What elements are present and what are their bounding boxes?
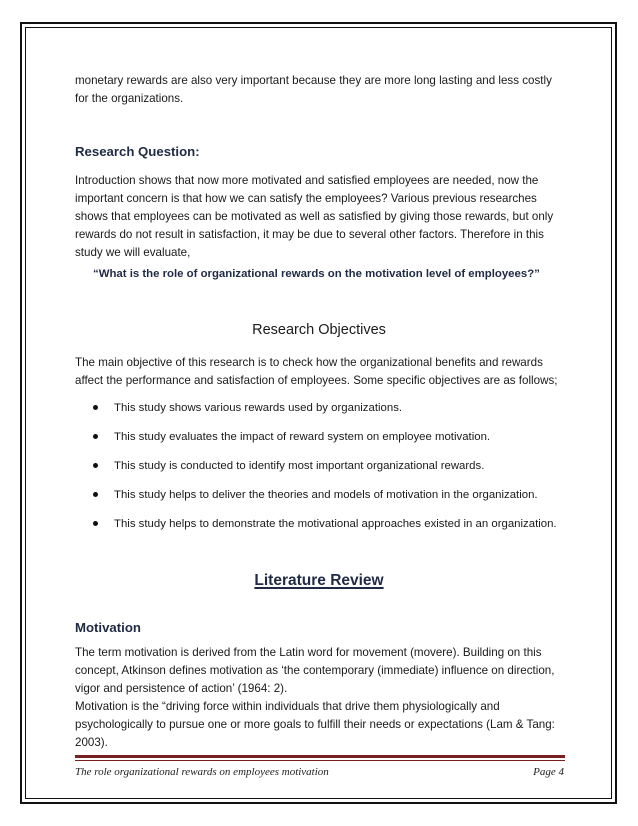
rq-line-3: shows that employees can be motivated as well as satisfied by giving those rewards, but only — [75, 210, 554, 223]
lr-line-5: psychologically to pursue one or more goals to fulfill their needs or expectations (Lam & Tang: — [75, 718, 555, 731]
footer-rule-thin — [75, 760, 565, 761]
rq-line-1: Introduction shows that now more motivated and satisfied employees are needed, now the — [75, 174, 539, 187]
bullet-icon — [93, 492, 98, 497]
list-item-text: This study helps to demonstrate the motivational approaches existed in an organization. — [114, 518, 557, 530]
lr-line-6: 2003). — [75, 736, 108, 749]
list-item-text: This study is conducted to identify most important organizational rewards. — [114, 460, 485, 472]
rq-line-5: study we will evaluate, — [75, 246, 191, 259]
lr-line-3: vigor and persistence of action’ (1964: 2). — [75, 682, 288, 695]
footer-rule-thick — [75, 755, 565, 758]
lr-line-1: The term motivation is derived from the Latin word for movement (movere). Building on this — [75, 646, 542, 659]
list-item-text: This study evaluates the impact of reward system on employee motivation. — [114, 431, 491, 443]
rq-line-4: rewards do not result in satisfaction, it may be due to several other factors. Therefore in this — [75, 228, 544, 241]
page-number: Page 4 — [533, 766, 564, 778]
bullet-icon — [93, 463, 98, 468]
list-item-text: This study shows various rewards used by organizations. — [114, 402, 403, 414]
research-question-quote: “What is the role of organizational rewards on the motivation level of employees?” — [93, 268, 540, 280]
ro-intro-line-1: The main objective of this research is to check how the organizational benefits and rewards — [75, 356, 543, 369]
list-item-text: This study helps to deliver the theories and models of motivation in the organization. — [114, 489, 538, 501]
research-objectives-heading: Research Objectives — [252, 322, 386, 338]
bullet-icon — [93, 405, 98, 410]
footer-title: The role organizational rewards on employees motivation — [75, 766, 329, 778]
lr-line-2: concept, Atkinson defines motivation as ‘the contemporary (immediate) influence on direction, — [75, 664, 555, 677]
intro-line-1: monetary rewards are also very important because they are more long lasting and less costly — [75, 74, 552, 87]
bullet-icon — [93, 434, 98, 439]
lr-line-4: Motivation is the “driving force within individuals that drive them physiologically and — [75, 700, 500, 713]
motivation-subheading: Motivation — [75, 620, 141, 635]
bullet-icon — [93, 521, 98, 526]
intro-line-2: for the organizations. — [75, 92, 184, 105]
research-question-heading: Research Question: — [75, 144, 200, 159]
literature-review-heading: Literature Review — [254, 572, 384, 589]
ro-intro-line-2: affect the performance and satisfaction of employees. Some specific objectives are as follows; — [75, 374, 558, 387]
rq-line-2: important concern is that how we can satisfy the employees? Various previous researches — [75, 192, 537, 205]
